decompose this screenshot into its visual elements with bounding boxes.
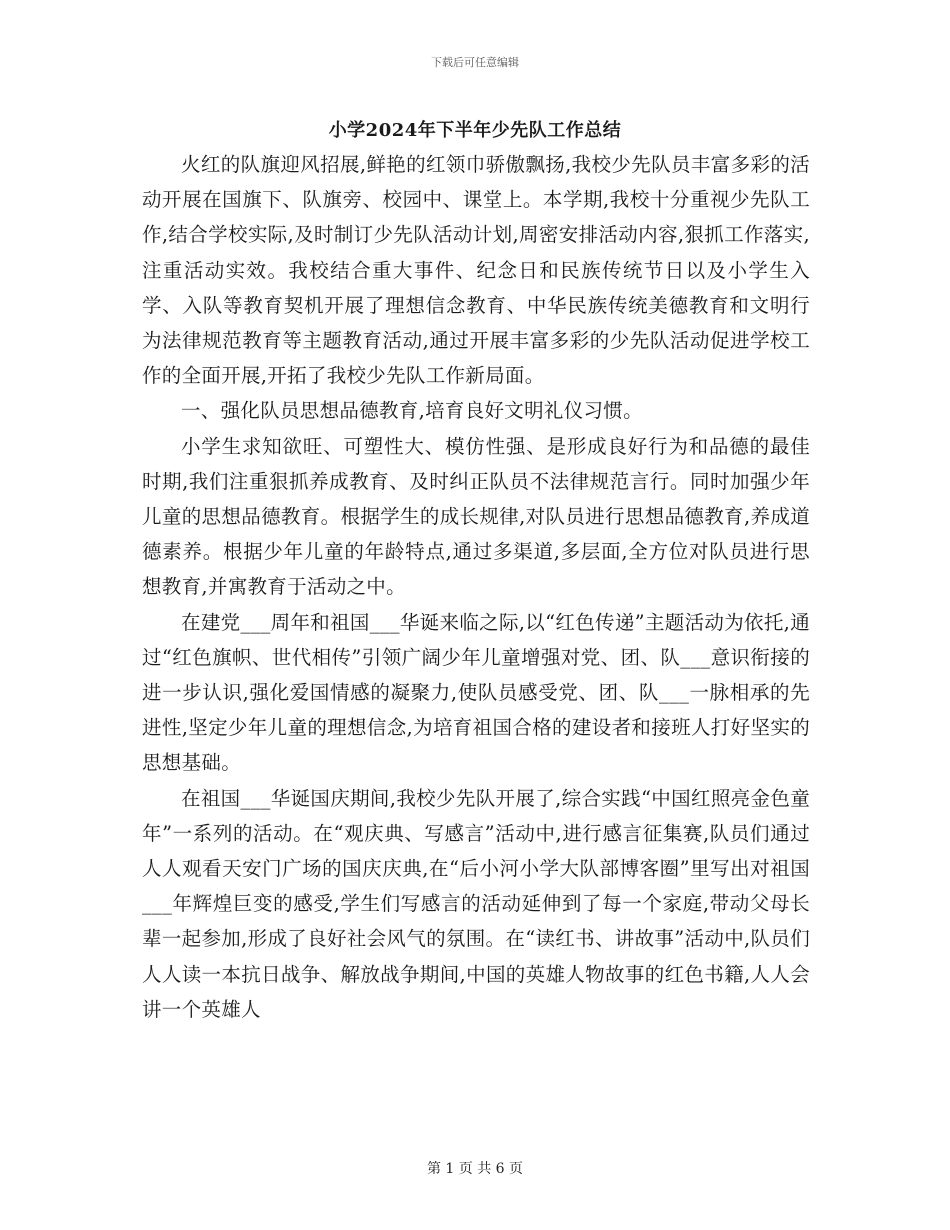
section-heading-1: 一、强化队员思想品德教育,培育良好文明礼仪习惯。 [181,399,643,423]
header-note: 下载后可任意编辑 [431,56,519,69]
document-title: 小学2024年下半年少先队工作总结 [328,120,622,141]
paragraph-red-inheritance: 在建党___周年和祖国___华诞来临之际,以“红色传递”主题活动为依托,通过“红色旗帜、世代相传”引领广阔少年儿童增强对党、团、队___意识衔接的进一步认识,强化爱国情感的凝聚力,使队员感受党、团、队___一脉相承的先进性,坚定少年儿童的理想信念,为培育祖国合格的建设者和接班人打好坚实的思想基础。 [142,610,810,775]
page-number: 第 1 页 共 6 页 [426,1161,524,1177]
paragraph-moral-education: 小学生求知欲旺、可塑性大、模仿性强、是形成良好行为和品德的最佳时期,我们注重狠抓养成教育、及时纠正队员不法律规范言行。同时加强少年儿童的思想品德教育。根据学生的成长规律,对队员进行思想品德教育,养成道德素养。根据少年儿童的年龄特点,通过多渠道,多层面,全方位对队员进行思想教育,并寓教育于活动之中。 [142,434,810,599]
paragraph-intro: 火红的队旗迎风招展,鲜艳的红领巾骄傲飘扬,我校少先队员丰富多彩的活动开展在国旗下、队旗旁、校园中、课堂上。本学期,我校十分重视少先队工作,结合学校实际,及时制订少先队活动计划,周密安排活动内容,狠抓工作落实,注重活动实效。我校结合重大事件、纪念日和民族传统节日以及小学生入学、入队等教育契机开展了理想信念教育、中华民族传统美德教育和文明行为法律规范教育等主题教育活动,通过开展丰富多彩的少先队活动促进学校工作的全面开展,开拓了我校少先队工作新局面。 [142,153,810,388]
document-body [142,147,810,1027]
paragraph-national-day: 在祖国___华诞国庆期间,我校少先队开展了,综合实践“中国红照亮金色童年”一系列的活动。在“观庆典、写感言”活动中,进行感言征集赛,队员们通过人人观看天安门广场的国庆庆典,在“后小河小学大队部博客圈”里写出对祖国___年辉煌巨变的感受,学生们写感言的活动延伸到了每一个家庭,带动父母长辈一起参加,形成了良好社会风气的氛围。在“读红书、讲故事”活动中,队员们人人读一本抗日战争、解放战争期间,中国的英雄人物故事的红色书籍,人人会讲一个英雄人 [142,786,810,1021]
